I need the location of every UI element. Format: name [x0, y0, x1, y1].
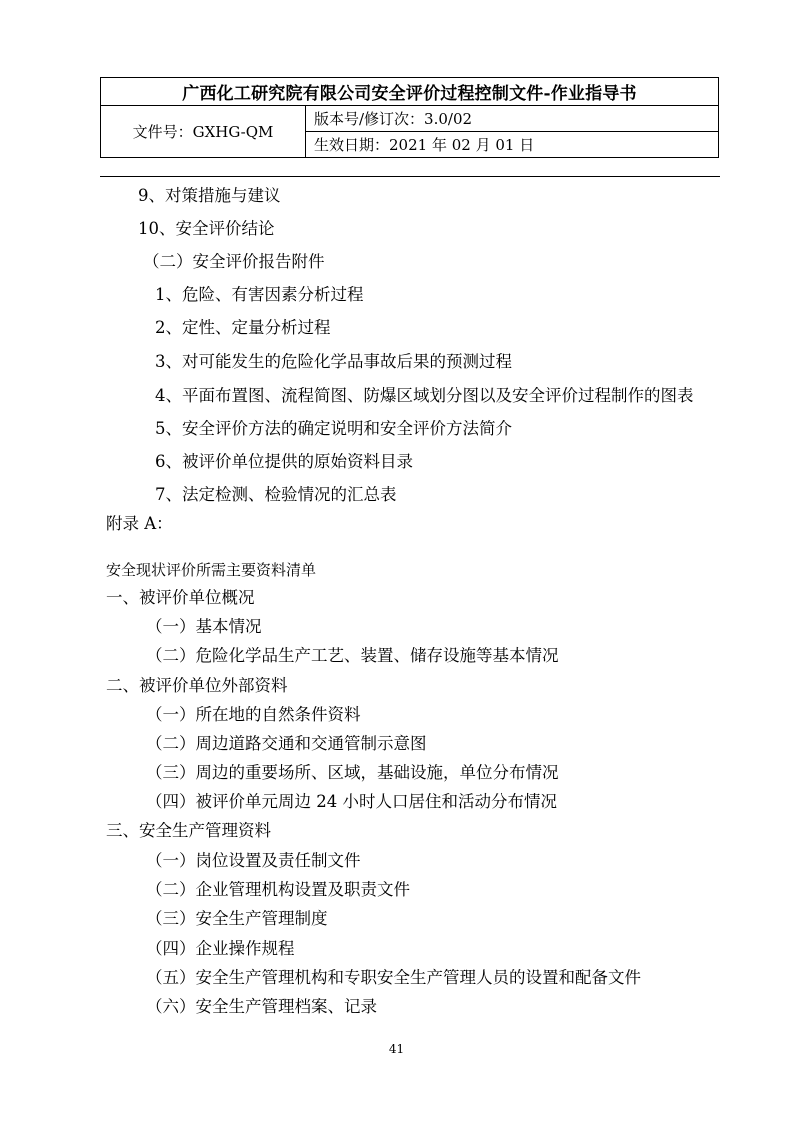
section-heading: （二）安全评价报告附件: [143, 252, 325, 271]
list-item: 5、安全评价方法的确定说明和安全评价方法简介: [155, 419, 512, 438]
header-divider: [100, 176, 720, 177]
effective-date: 生效日期：2021 年 02 月 01 日: [306, 132, 719, 158]
list-item: （一）基本情况: [146, 617, 262, 636]
document-title: 广西化工研究院有限公司安全评价过程控制文件-作业指导书: [101, 78, 719, 106]
list-item: （四）被评价单元周边 24 小时人口居住和活动分布情况: [146, 792, 557, 811]
list-item: 2、定性、定量分析过程: [155, 318, 331, 337]
appendix-label: 附录 A：: [106, 514, 173, 533]
list-item: （三）安全生产管理制度: [146, 909, 328, 928]
list-item: （一）所在地的自然条件资料: [146, 705, 361, 724]
list-item: 7、法定检测、检验情况的汇总表: [155, 485, 397, 504]
list-item: 1、危险、有害因素分析过程: [155, 285, 364, 304]
list-item: 10、安全评价结论: [138, 219, 275, 238]
list-item: 3、对可能发生的危险化学品事故后果的预测过程: [155, 352, 512, 371]
list-item: （五）安全生产管理机构和专职安全生产管理人员的设置和配备文件: [146, 968, 641, 987]
section-heading: 三、安全生产管理资料: [106, 821, 271, 840]
section-heading: 二、被评价单位外部资料: [106, 676, 288, 695]
list-item: （二）企业管理机构设置及职责文件: [146, 880, 410, 899]
section-heading: 一、被评价单位概况: [106, 588, 255, 607]
document-header: [100, 77, 719, 158]
list-item: 4、平面布置图、流程简图、防爆区域划分图以及安全评价过程制作的图表: [155, 386, 694, 405]
list-item: （四）企业操作规程: [146, 939, 295, 958]
list-item: 6、被评价单位提供的原始资料目录: [155, 452, 413, 471]
list-item: （六）安全生产管理档案、记录: [146, 997, 377, 1016]
page-number: 41: [388, 1042, 405, 1056]
file-number: 文件号：GXHG-QM: [101, 106, 306, 158]
list-item: （三）周边的重要场所、区域，基础设施，单位分布情况: [146, 763, 559, 782]
version-number: 版本号/修订次：3.0/02: [306, 106, 719, 132]
list-item: （二）周边道路交通和交通管制示意图: [146, 734, 427, 753]
list-item: （一）岗位设置及责任制文件: [146, 851, 361, 870]
list-item: 9、对策措施与建议: [138, 186, 281, 205]
list-item: （二）危险化学品生产工艺、装置、储存设施等基本情况: [146, 646, 559, 665]
appendix-title: 安全现状评价所需主要资料清单: [106, 561, 317, 579]
